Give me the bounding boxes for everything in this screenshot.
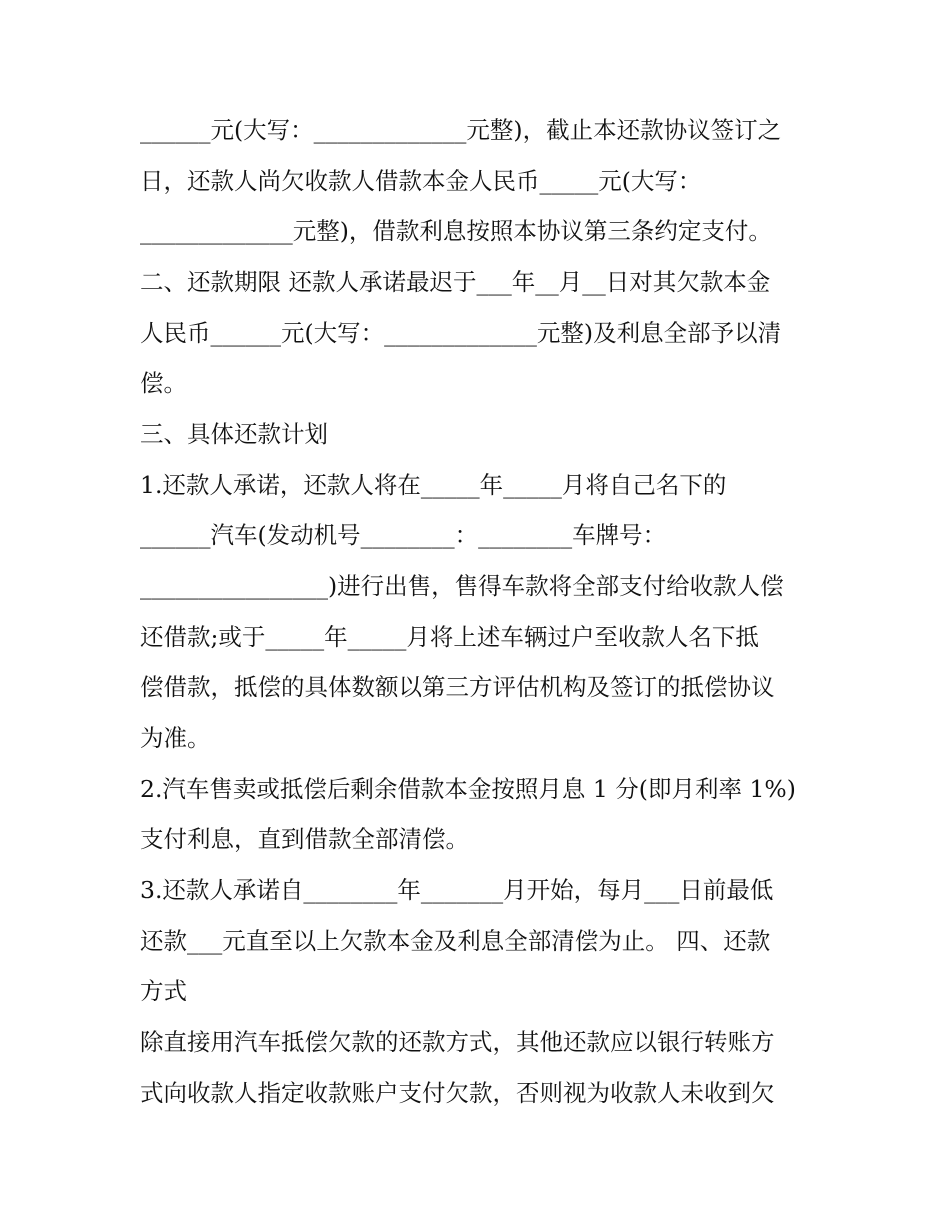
text-line: 式向收款人指定收款账户支付欠款，否则视为收款人未收到欠	[140, 1079, 775, 1107]
text-line: 1.还款人承诺，还款人将在_____年_____月将自己名下的	[140, 471, 727, 499]
text-line: ________________)进行出售，售得车款将全部支付给收款人偿	[140, 572, 784, 600]
text-line: 还款___元直至以上欠款本金及利息全部清偿为止。 四、还款	[140, 927, 771, 955]
text-line: 二、还款期限 还款人承诺最迟于___年__月__日对其欠款本金	[140, 268, 771, 296]
text-line: 2.汽车售卖或抵偿后剩余借款本金按照月息 1 分(即月利率 1%)	[140, 775, 796, 803]
text-line: 除直接用汽车抵偿欠款的还款方式，其他还款应以银行转账方	[140, 1028, 775, 1056]
text-line: 为准。	[140, 724, 211, 752]
text-line: 方式	[140, 977, 187, 1005]
text-line: 日，还款人尚欠收款人借款本金人民币_____元(大写：	[140, 167, 702, 195]
section-heading: 三、具体还款计划	[140, 420, 328, 448]
text-line: ______元(大写：_____________元整)，截止本还款协议签订之	[140, 116, 782, 144]
text-line: 还借款;或于_____年_____月将上述车辆过户至收款人名下抵	[140, 623, 759, 651]
text-line: 人民币______元(大写：_____________元整)及利息全部予以清	[140, 319, 782, 347]
text-line: ______汽车(发动机号________：________车牌号：	[140, 521, 667, 549]
text-line: _____________元整)，借款利息按照本协议第三条约定支付。	[140, 217, 772, 245]
text-line: 偿。	[140, 369, 187, 397]
text-line: 支付利息，直到借款全部清偿。	[140, 825, 469, 853]
text-line: 偿借款，抵偿的具体数额以第三方评估机构及签订的抵偿协议	[140, 673, 775, 701]
text-line: 3.还款人承诺自________年_______月开始，每月___日前最低	[140, 876, 774, 904]
